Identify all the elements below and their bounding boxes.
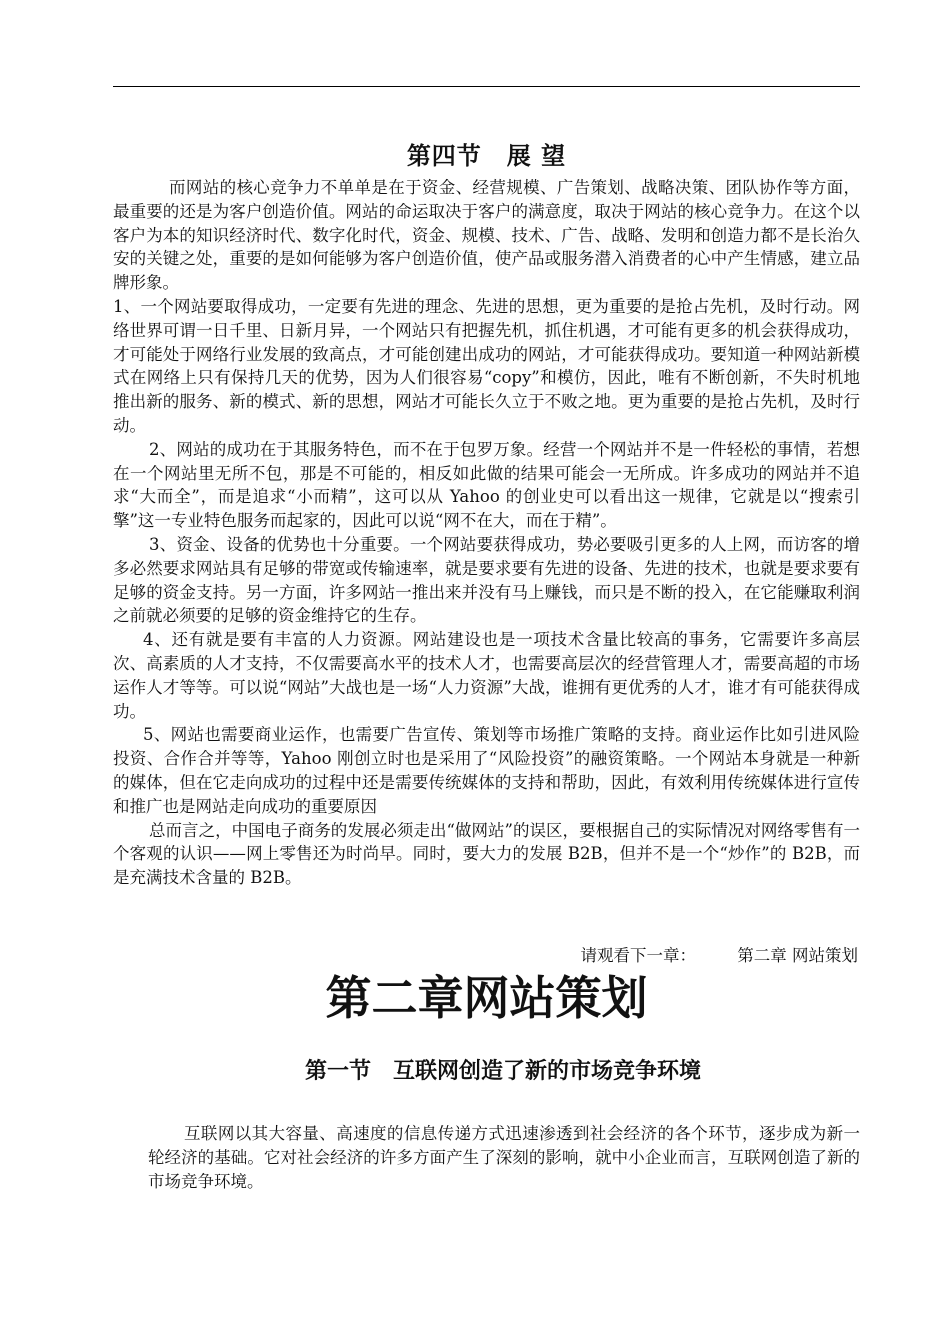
section-title: 第四节 展 望 — [406, 141, 567, 170]
chapter-title: 第二章网站策划 — [325, 971, 648, 1025]
next-chapter-prompt: 请观看下一章： 第二章 网站策划 — [580, 946, 858, 965]
header-rule — [113, 86, 860, 87]
point-1-paragraph: 1、一个网站要取得成功，一定要有先进的理念、先进的思想，更为重要的是抢占先机，及时行动。网络世界可谓一日千里、日新月异，一个网站只有把握先机，抓住机遇，才可能有更多的机会获得成功，才可能处于网络行业发展的致高点，才可能创建出成功的网站，才可能获得成功。要知道一种网站新模式在网络上只有保持几天的优势，因为人们很容易“copy”和模仿，因此，唯有不断创新，不失时机地推出新的服务、新的模式、新的思想，网站才可能长久立于不败之地。更为重要的是抢占先机，及时行动。 — [113, 296, 860, 435]
conclusion-paragraph: 总而言之，中国电子商务的发展必须走出“做网站”的误区，要根据自己的实际情况对网络零售有一个客观的认识——网上零售还为时尚早。同时，要大力的发展 B2B，但并不是一个“炒作”的 B2B，而是充满技术含量的 B2B。 — [113, 820, 860, 888]
section-body — [113, 176, 860, 890]
subsection-title: 第一节 互联网创造了新的市场竞争环境 — [304, 1058, 701, 1084]
point-5-paragraph: 5、网站也需要商业运作，也需要广告宣传、策划等市场推广策略的支持。商业运作比如引进风险投资、合作合并等等，Yahoo 刚创立时也是采用了“风险投资”的融资策略。一个网站本身就是一种新的媒体，但在它走向成功的过程中还是需要传统媒体的支持和帮助，因此，有效利用传统媒体进行宣传和推广也是网站走向成功的重要原因 — [113, 725, 860, 816]
intro-paragraph: 而网站的核心竞争力不单单是在于资金、经营规模、广告策划、战略决策、团队协作等方面，最重要的还是为客户创造价值。网站的命运取决于客户的满意度，取决于网站的核心竞争力。在这个以客户为本的知识经济时代、数字化时代，资金、规模、技术、广告、战略、发明和创造力都不是长治久安的关键之处，重要的是如何能够为客户创造价值，使产品或服务潜入消费者的心中产生情感，建立品牌形象。 — [113, 178, 860, 293]
chapter-intro-paragraph: 互联网以其大容量、高速度的信息传递方式迅速渗透到社会经济的各个环节，逐步成为新一轮经济的基础。它对社会经济的许多方面产生了深刻的影响，就中小企业而言，互联网创造了新的市场竞争环境。 — [148, 1124, 860, 1191]
chapter-body — [148, 1122, 860, 1194]
point-2-paragraph: 2、网站的成功在于其服务特色，而不在于包罗万象。经营一个网站并不是一件轻松的事情，若想在一个网站里无所不包，那是不可能的，相反如此做的结果可能会一无所成。许多成功的网站并不追求“大而全”，而是追求“小而精”，这可以从 Yahoo 的创业史可以看出这一规律，它就是以“搜索引擎”这一专业特色服务而起家的，因此可以说“网不在大，而在于精”。 — [113, 439, 860, 531]
point-3-paragraph: 3、资金、设备的优势也十分重要。一个网站要获得成功，势必要吸引更多的人上网，而访客的增多必然要求网站具有足够的带宽或传输速率，就是要求要有先进的设备、先进的技术，也就是要求要有足够的资金支持。另一方面，许多网站一推出来并没有马上赚钱，而只是不断的投入，在它能赚取利润之前就必须要的足够的资金维持它的生存。 — [113, 534, 860, 626]
point-4-paragraph: 4、还有就是要有丰富的人力资源。网站建设也是一项技术含量比较高的事务，它需要许多高层次、高素质的人才支持，不仅需要高水平的技术人才，也需要高层次的经营管理人才，需要高超的市场运作人才等等。可以说“网站”大战也是一场“人力资源”大战，谁拥有更优秀的人才，谁才有可能获得成功。 — [113, 630, 860, 721]
